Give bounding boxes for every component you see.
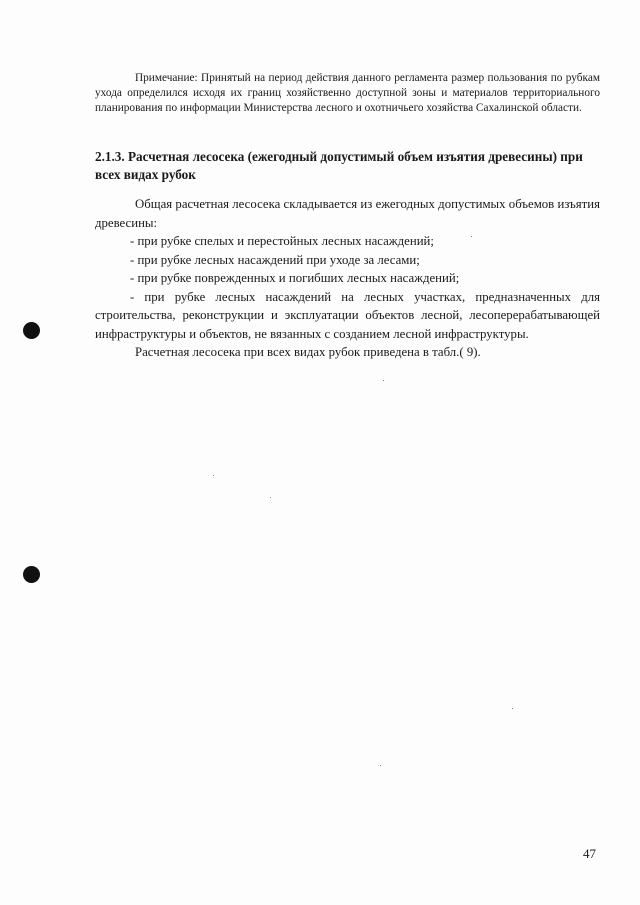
scan-speck [512,708,513,709]
section-heading: 2.1.3. Расчетная лесосека (ежегодный допустимый объем изъятия древесины) при всех видах рубок [95,149,583,182]
scan-speck [270,497,271,498]
list-item: - при рубке поврежденных и погибших лесных насаждений; [130,271,460,285]
list-item: - при рубке спелых и перестойных лесных насаждений; [130,234,434,248]
intro-paragraph: Общая расчетная лесосека складывается из ежегодных допустимых объемов изъятия древесины: [95,197,600,230]
scan-speck [471,236,472,237]
punch-hole-mark [23,322,40,339]
list-item: - при рубке лесных насаждений на лесных участках, предназначенных для строительства, реконструкции и эксплуатации объектов лесной, лесоперерабатывающей инфраструктуры и объектов, не вязанных с созданием лесной инфраструктуры. [95,289,600,341]
scan-speck [383,380,384,381]
section-body [95,195,600,362]
page-number: 47 [583,846,596,861]
closing-paragraph: Расчетная лесосека при всех видах рубок приведена в табл.( 9). [135,345,481,359]
scan-speck [213,475,214,476]
note-paragraph: Примечание: Принятый на период действия данного регламента размер пользования по рубкам ухода определился исходя их границ хозяйственно доступной зоны и материалов территориального планирования по информации Министерства лесного и охотничьего хозяйства Сахалинской области. [95,72,600,114]
scan-speck [380,765,381,766]
list-item: - при рубке лесных насаждений при уходе за лесами; [130,252,420,267]
punch-hole-mark [23,566,40,583]
